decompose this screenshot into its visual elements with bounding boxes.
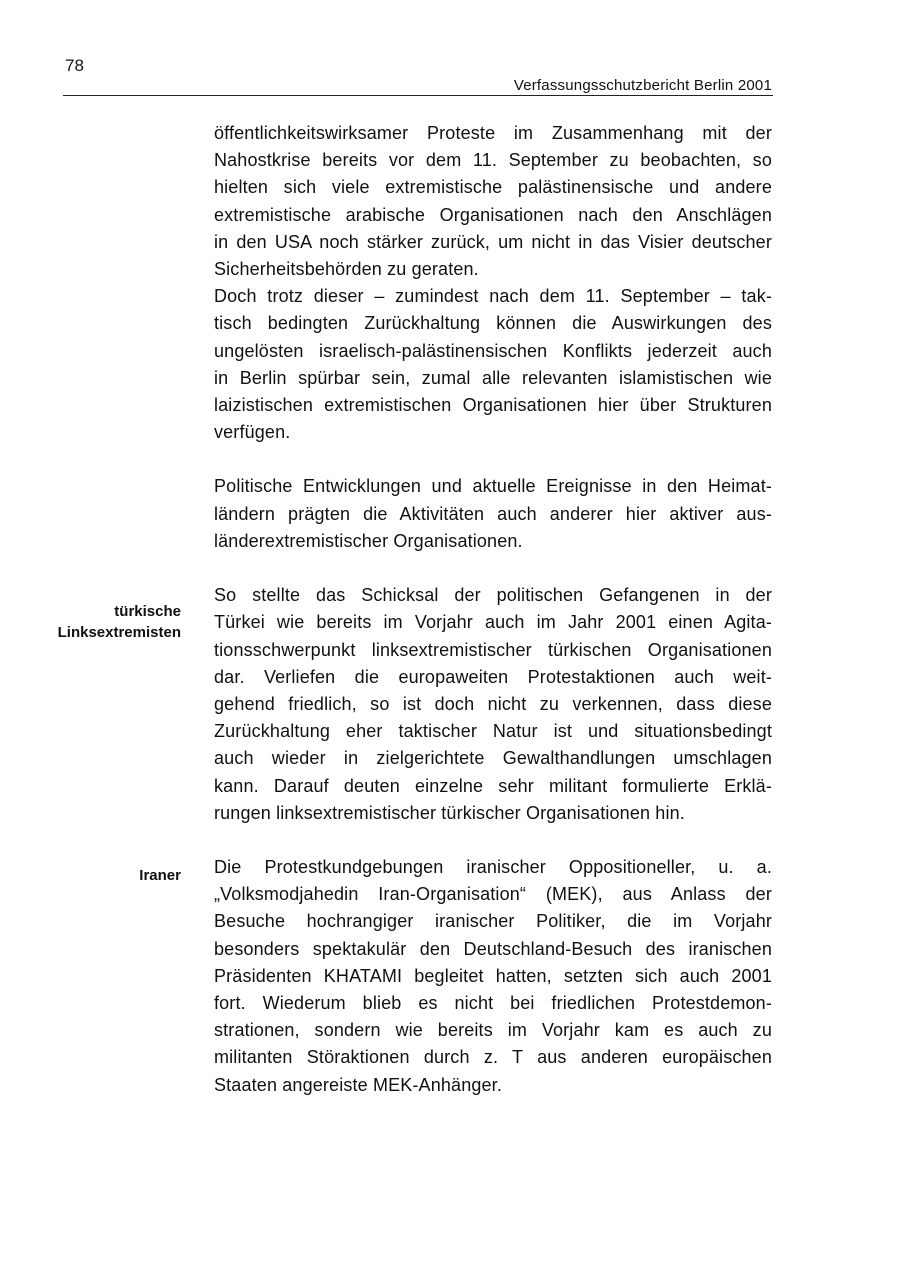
margin-note-line: türkische xyxy=(114,603,181,620)
paragraph xyxy=(214,283,772,446)
text-line: fort. Wiederum blieb es nicht bei friedlichen Protestdemon- xyxy=(214,993,772,1013)
text-line: in Berlin spürbar sein, zumal alle relevanten islamistischen wie xyxy=(214,367,772,388)
paragraph xyxy=(214,854,772,1099)
text-line: Staaten angereiste MEK-Anhänger. xyxy=(214,1074,502,1095)
text-line: Türkei wie bereits im Vorjahr auch im Jahr 2001 einen Agita- xyxy=(214,612,772,633)
paragraph-gap xyxy=(214,446,772,473)
margin-note-iranians xyxy=(139,865,181,886)
paragraph xyxy=(214,473,772,555)
text-line: Politische Entwicklungen und aktuelle Ereignisse in den Heimat- xyxy=(214,476,772,497)
text-line: „Volksmodjahedin Iran-Organisation“ (MEK), aus Anlass der xyxy=(214,884,772,905)
paragraph-gap xyxy=(214,827,772,854)
text-line: besonders spektakulär den Deutschland-Besuch des iranischen xyxy=(214,938,772,959)
text-line: verfügen. xyxy=(214,422,291,443)
page-number: 78 xyxy=(65,56,84,75)
text-line: tisch bedingten Zurückhaltung können die Auswirkungen des xyxy=(214,313,772,334)
text-line: militanten Störaktionen durch z. T aus anderen europäischen xyxy=(214,1047,772,1068)
text-line: gehend friedlich, so ist doch nicht zu verkennen, dass diese xyxy=(214,693,772,714)
paragraph-gap xyxy=(214,555,772,582)
paragraph xyxy=(214,582,772,827)
body-text xyxy=(214,120,772,1099)
text-line: rungen linksextremistischer türkischer Organisationen hin. xyxy=(214,802,685,823)
text-line: in den USA noch stärker zurück, um nicht in das Visier deutscher xyxy=(214,231,772,252)
text-line: extremistische arabische Organisationen nach den Anschlägen xyxy=(214,204,772,225)
text-line: Sicherheitsbehörden zu geraten. xyxy=(214,258,479,279)
text-line: auch wieder in zielgerichtete Gewalthandlungen umschlagen xyxy=(214,748,772,769)
margin-note-turkish-left-extremists xyxy=(58,601,181,643)
text-line: Doch trotz dieser – zumindest nach dem 11. September – tak- xyxy=(214,286,772,307)
text-line: So stellte das Schicksal der politischen Gefangenen in der xyxy=(214,585,772,606)
text-line: Besuche hochrangiger iranischer Politiker, die im Vorjahr xyxy=(214,911,772,932)
text-line: Die Protestkundgebungen iranischer Oppositioneller, u. a. xyxy=(214,857,772,878)
margin-note-line: Iraner xyxy=(139,867,181,884)
text-line: ungelösten israelisch-palästinensischen Konflikts jederzeit auch xyxy=(214,340,772,361)
text-line: laizistischen extremistischen Organisationen hier über Strukturen xyxy=(214,394,772,415)
text-line: Präsidenten KHATAMI begleitet hatten, setzten sich auch 2001 xyxy=(214,965,772,986)
running-header: Verfassungsschutzbericht Berlin 2001 xyxy=(513,77,772,94)
text-line: Nahostkrise bereits vor dem 11. September zu beobachten, so xyxy=(214,150,772,171)
text-line: öffentlichkeitswirksamer Proteste im Zusammenhang mit der xyxy=(214,123,772,143)
margin-note-line: Linksextremisten xyxy=(57,624,181,641)
text-line: dar. Verliefen die europaweiten Protestaktionen auch weit- xyxy=(214,666,772,687)
text-line: kann. Darauf deuten einzelne sehr militant formulierte Erklä- xyxy=(214,775,772,796)
text-line: tionsschwerpunkt linksextremistischer türkischen Organisationen xyxy=(214,639,772,660)
text-line: ländern prägten die Aktivitäten auch anderer hier aktiver aus- xyxy=(214,503,772,524)
text-line: hielten sich viele extremistische palästinensische und andere xyxy=(214,177,772,198)
text-line: länderextremistischer Organisationen. xyxy=(214,530,523,551)
text-line: strationen, sondern wie bereits im Vorjahr kam es auch zu xyxy=(214,1020,772,1041)
text-line: Zurückhaltung eher taktischer Natur ist und situationsbedingt xyxy=(214,721,772,742)
paragraph xyxy=(214,120,772,283)
header-rule xyxy=(63,95,773,96)
